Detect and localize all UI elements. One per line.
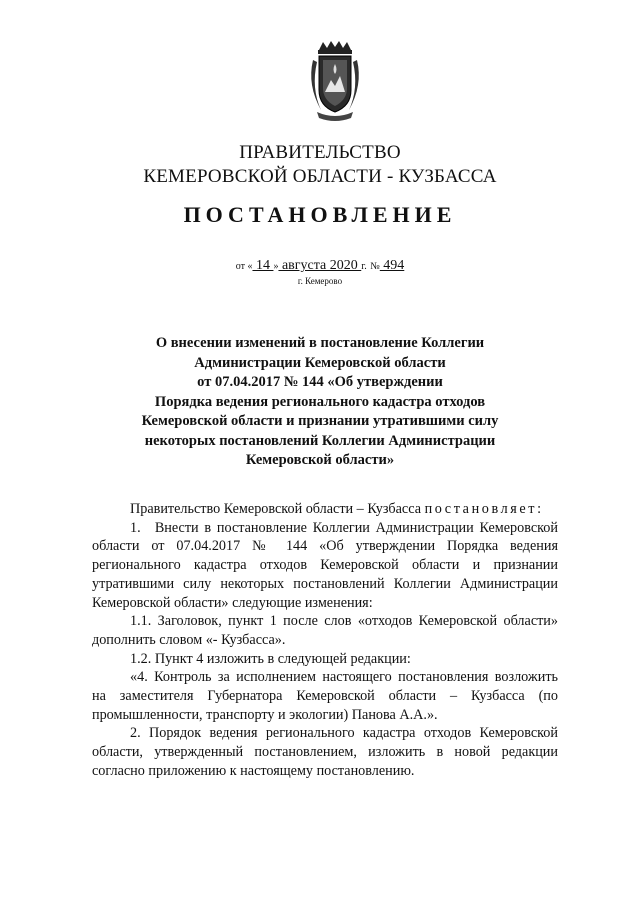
- intro-paragraph: [92, 500, 558, 519]
- document-title: [120, 334, 520, 471]
- date-prefix: от «: [235, 261, 253, 272]
- intro-text: Правительство Кемеровской области – Кузбасса: [130, 501, 425, 517]
- date-month-year: августа 2020: [278, 258, 362, 273]
- government-name-line-2: КЕМЕРОВСКОЙ ОБЛАСТИ - КУЗБАССА: [143, 166, 497, 187]
- government-name-line-1: ПРАВИТЕЛЬСТВО: [239, 142, 401, 163]
- title-line: Кемеровской области»: [245, 452, 395, 468]
- title-line: от 07.04.2017 № 144 «Об утверждении: [197, 374, 443, 390]
- body-paragraph: 2. Порядок ведения регионального кадастра отходов Кемеровской области, утвержденный постановлением, изложить в новой редакции согласно приложению к настоящему постановлению.: [92, 725, 558, 779]
- document-number: 494: [379, 258, 405, 273]
- date-day: 14: [252, 258, 274, 273]
- title-line: О внесении изменений в постановление Коллегии: [155, 335, 485, 351]
- title-line: некоторых постановлений Коллегии Администрации: [144, 432, 496, 449]
- city-label: г. Кемерово: [297, 276, 343, 286]
- date-year-suffix: г.: [361, 261, 367, 272]
- document-body: [92, 500, 558, 781]
- body-paragraph: «4. Контроль за исполнением настоящего постановления возложить на заместителя Губернатора Кемеровской области – Кузбасса (по промышленности, транспорту и экологии) Панова А.А.».: [92, 669, 558, 723]
- title-line: Администрации Кемеровской области: [194, 354, 446, 371]
- body-paragraph: 1.1. Заголовок, пункт 1 после слов «отходов Кемеровской области» дополнить словом «- Кузбасса».: [92, 613, 558, 648]
- body-paragraph: 1.2. Пункт 4 изложить в следующей редакции:: [130, 650, 411, 667]
- document-date-number: [0, 258, 640, 274]
- body-paragraph: 1. Внести в постановление Коллегии Администрации Кемеровской области от 07.04.2017 № 144 «Об утверждении Порядка ведения регионального кадастра отходов Кемеровской области и признании утратившими силу некоторых постановлений Коллегии Администрации Кемеровской области» следующие изменения:: [92, 519, 558, 611]
- number-label: №: [370, 261, 380, 272]
- title-line: Кемеровской области и признании утратившими силу: [141, 413, 499, 429]
- kuzbass-coat-of-arms-icon: [305, 40, 365, 122]
- date-mid: »: [273, 261, 279, 272]
- document-type-heading: ПОСТАНОВЛЕНИЕ: [183, 202, 457, 227]
- title-line: Порядка ведения регионального кадастра отходов: [154, 393, 486, 410]
- intro-spaced-verb: постановляет:: [424, 501, 544, 517]
